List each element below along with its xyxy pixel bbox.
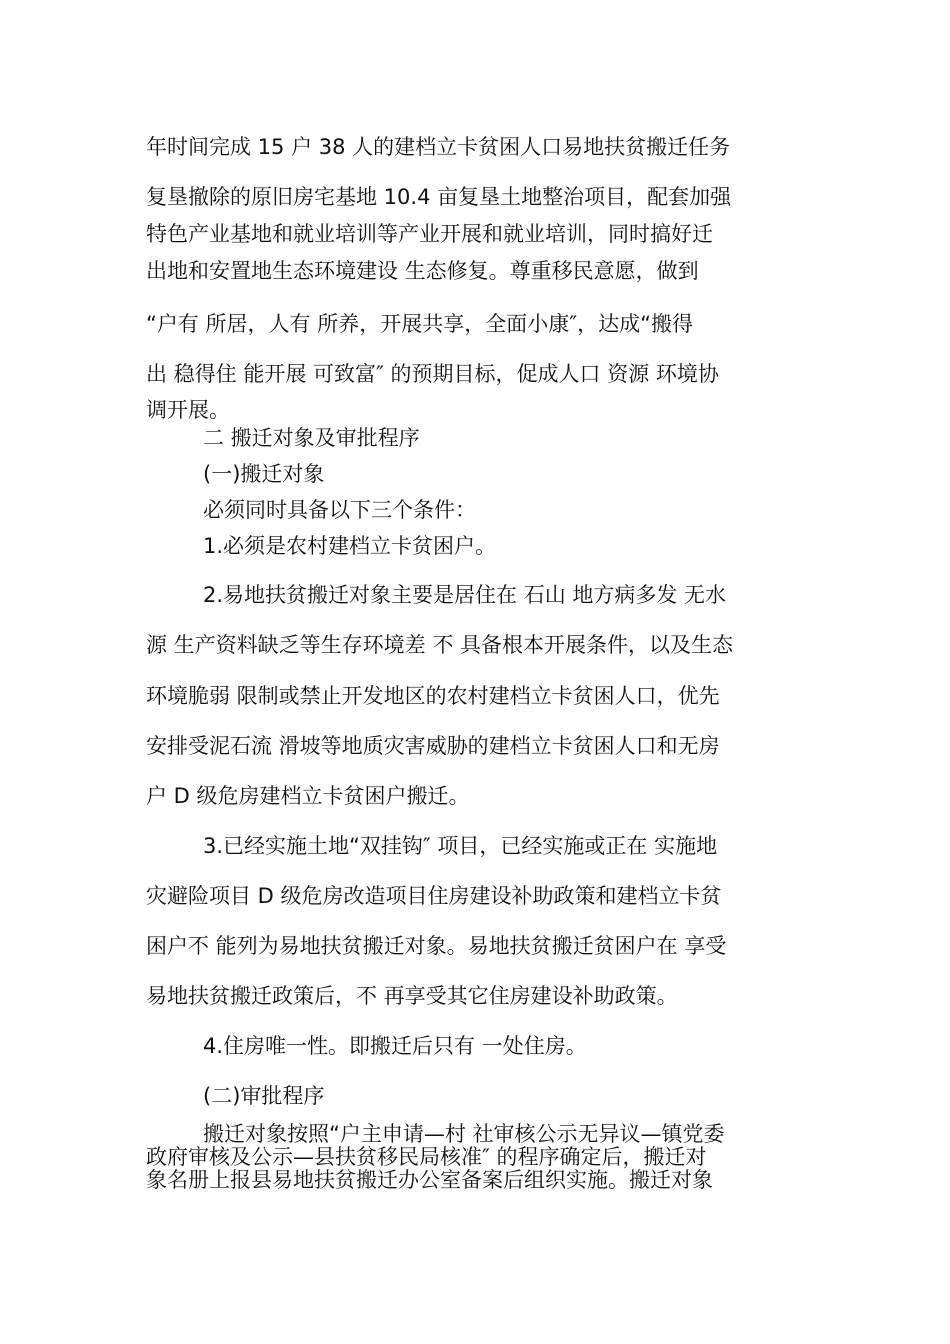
condition-item-3-line: 困户不 能列为易地扶贫搬迁对象。易地扶贫搬迁贫困户在 享受: [146, 934, 727, 958]
paragraph-line: 出 稳得住 能开展 可致富″ 的预期目标，促成人口 资源 环境协: [146, 362, 719, 386]
condition-item-3-line: 灾避险项目 D 级危房改造项目住房建设补助政策和建档立卡贫: [146, 884, 722, 908]
condition-item-2-line: 源 生产资料缺乏等生存环境差 不 具备根本开展条件，以及生态: [146, 633, 734, 657]
section-heading: 二 搬迁对象及审批程序: [203, 426, 420, 450]
subsection-heading: (二)审批程序: [203, 1084, 325, 1108]
paragraph-line: “户有 所居，人有 所养，开展共享，全面小康″，达成“搬得: [146, 312, 693, 336]
condition-item-2-line: 环境脆弱 限制或禁止开发地区的农村建档立卡贫困人口，优先: [146, 684, 720, 708]
condition-item-3-line: 3.已经实施土地“双挂钩″ 项目，已经实施或正在 实施地: [203, 834, 718, 858]
paragraph-line: 年时间完成 15 户 38 人的建档立卡贫困人口易地扶贫搬迁任务: [146, 135, 731, 159]
procedure-line: 象名册上报县易地扶贫搬迁办公室备案后组织实施。搬迁对象: [146, 1168, 713, 1192]
paragraph-line: 出地和安置地生态环境建设 生态修复。尊重移民意愿，做到: [146, 259, 699, 283]
condition-item-3-line: 易地扶贫搬迁政策后，不 再享受其它住房建设补助政策。: [146, 984, 678, 1008]
condition-item-4: 4.住房唯一性。即搬迁后只有 一处住房。: [203, 1034, 587, 1058]
condition-item-2-line: 2.易地扶贫搬迁对象主要是居住在 石山 地方病多发 无水: [203, 583, 727, 607]
paragraph-line: 复垦撤除的原旧房宅基地 10.4 亩复垦土地整治项目，配套加强: [146, 185, 732, 209]
condition-item-2-line: 户 D 级危房建档立卡贫困户搬迁。: [146, 784, 470, 808]
condition-item-2-line: 安排受泥石流 滑坡等地质灾害威胁的建档立卡贫困人口和无房: [146, 734, 720, 758]
conditions-intro: 必须同时具备以下三个条件：: [203, 498, 476, 522]
paragraph-line: 特色产业基地和就业培训等产业开展和就业培训，同时搞好迁: [146, 222, 713, 246]
procedure-line: 政府审核及公示—县扶贫移民局核准″ 的程序确定后，搬迁对: [146, 1145, 707, 1169]
condition-item-1: 1.必须是农村建档立卡贫困户。: [203, 534, 497, 558]
procedure-line: 搬迁对象按照“户主申请—村 社审核公示无异议—镇党委: [203, 1122, 725, 1146]
subsection-heading: (一)搬迁对象: [203, 462, 325, 486]
paragraph-line: 调开展。: [146, 398, 230, 422]
